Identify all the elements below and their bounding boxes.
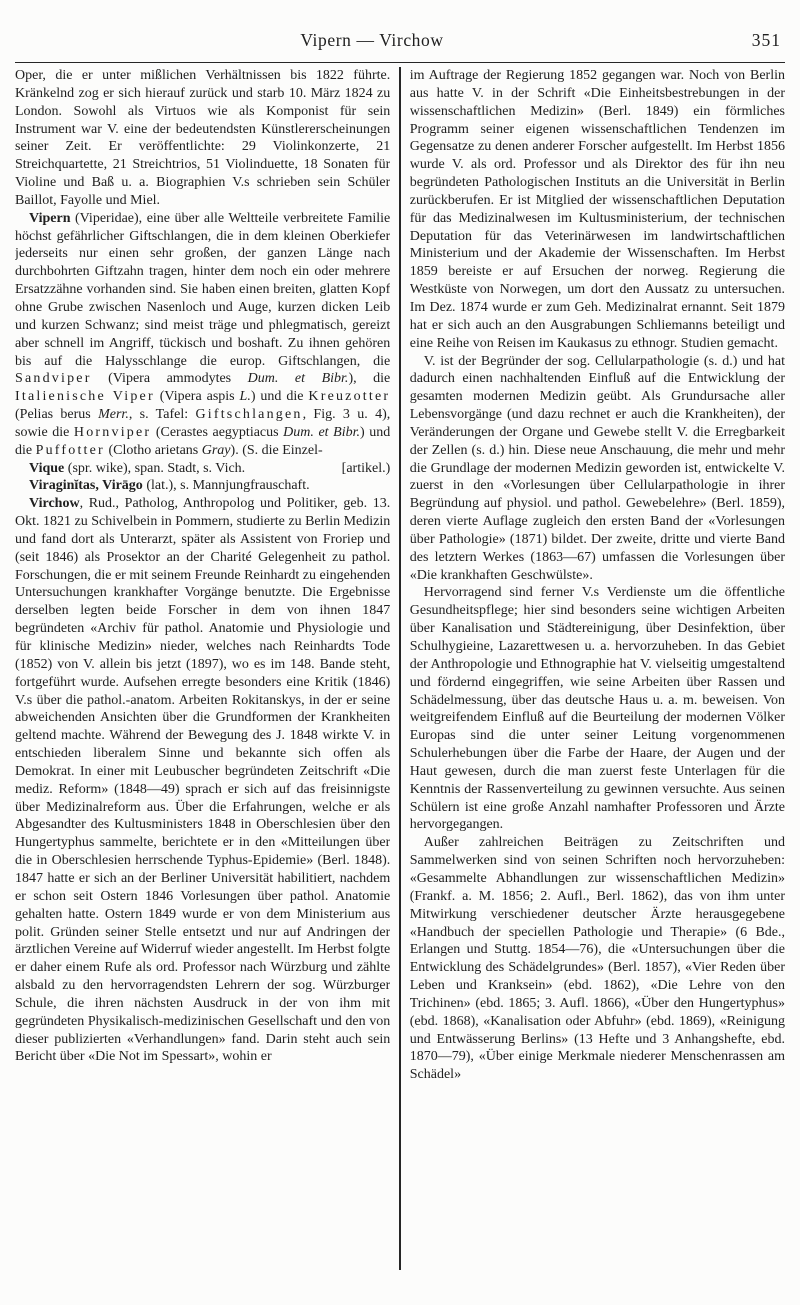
paragraph — [15, 210, 390, 460]
text-segment: (Clotho arietans — [104, 442, 202, 458]
text-segment: Hornviper — [73, 424, 152, 440]
text-segment: Giftschlangen — [195, 407, 303, 423]
text-segment: (Viperidae), eine über alle Weltteile verbreitete Familie höchst gefährlicher Giftschlangen, die in dem kleinen Oberkiefer jederseits nur einen sehr großen, der ganzen Länge nach durchbohrten Giftzahn tragen, hinter dem noch ein oder mehrere Ersatzzähne vorhanden sind. Sie haben einen breiten, glatten Kopf ohne Grube zwischen Nasenloch und Auge, kurzen dicken Leib und kurzen Schwanz; sind meist träge und phlegmatisch, gereizt aber schnell im Angriff, tückisch und boshaft. Zu ihnen gehören bis auf die Halysschlange die europ. Giftschlangen, die — [15, 210, 391, 369]
left-column — [15, 67, 390, 1270]
text-segment: V. ist der Begründer der sog. Cellularpathologie (s. d.) und hat dadurch einen nachhaltenden Einfluß auf die Entwicklung der gesamten modernen Medizin geübt. Als Grundursache aller Lebensvorgänge (und dazu rechnet er auch die Krankheiten), der Veränderungen der Organe und Gewebe stellt V. die Erregbarkeit der Zellen (s. d.) hin. Diese neue Anschauung, die mehr und mehr die Grundlage der modernen Medizin geworden ist, entwickelte V. zuerst in den «Vorlesungen über Cellularpathologie in ihrer Begründung auf physiol. und pathol. Gewebelehre» (Berl. 1859), deren vierte Auflage zugleich den ersten Band der «Vorlesungen über Pathologie» (1871) bildet. Der zweite, dritte und vierte Band des letztern Werkes (1863—67) umfassen die Vorlesungen über «Die krankhaften Geschwülste». — [409, 353, 785, 583]
paragraph — [15, 477, 390, 495]
header-rule — [15, 62, 785, 63]
text-segment: (lat.), s. Mannjungfrauschaft. — [142, 478, 310, 494]
text-segment: ) und die — [15, 424, 391, 458]
entry-headword: Virchow — [29, 496, 80, 512]
text-segment: Hervorragend sind ferner V.s Verdienste um die öffentliche Gesundheitspflege; hier sind besonders seine wichtigen Arbeiten über Kanalisation und Städtereinigung, über Desinfektion, über Schulhygieine, Lazarettwesen u. a. hervorzuheben. In das Gebiet der Anthropologie und Ethnographie hat V. vielseitig umgestaltend und fördernd eingegriffen, wie seine Arbeiten über Rassen und Schädelmessung, über das deutsche Haus u. a. m. beweisen. Von weitgreifendem Einfluß auf die Beurteilung der modernen Völker Europas sind die unter seiner Leitung vorgenommenen Schulerhebungen über die Farbe der Haare, der Augen und der Haut gewesen, durch die man zuerst feste Unterlagen für die Kenntnis der Rassenverteilung zu gewinnen versuchte. Aus seinen Schülern ist eine große Anzahl namhafter Professoren und Ärzte hervorgegangen. — [409, 585, 785, 833]
paragraph — [410, 67, 785, 353]
text-segment: ). (S. die Einzel- — [230, 442, 323, 458]
paragraph — [15, 460, 390, 478]
entry-headword: Viraginĭtas, Virāgo — [29, 478, 143, 494]
text-segment: Sandviper — [15, 371, 92, 387]
entry-headword: Vique — [29, 460, 65, 476]
text-segment: (Vipera ammodytes — [91, 371, 248, 387]
page-number: 351 — [751, 30, 781, 50]
text-segment: (Pelias berus — [15, 407, 99, 423]
text-segment: Puffotter — [35, 442, 105, 458]
text-segment: Dum. et Bibr. — [283, 424, 360, 440]
text-segment: ), die — [348, 371, 391, 387]
text-segment: , Rud., Patholog, Anthropolog und Politiker, geb. 13. Okt. 1821 zu Schivelbein in Pommern, studierte zu Berlin Medizin und fand dort als Unterarzt, später als Assistent von Froriep und (seit 1846) als Prosektor an der Charité Gelegenheit zu pathol. Forschungen, die er mit seinem Freunde Reinhardt zu eingehenden Untersuchungen krankhafter Vorgänge benutzte. Die Ergebnisse derselben legten beide Forscher in dem von ihnen 1847 begründeten «Archiv für pathol. Anatomie und Physiologie und für klinische Medizin» nieder, welches nach Reinhardts Tode (1852) von V. allein bis jetzt (1897), wo es im 148. Bande steht, fortgeführt wurde. Aufsehen erregte besonders eine Kritik (1846) V.s über die pathol.-anatom. Arbeiten Rokitanskys, in der er seine abweichenden Ansichten über die Grundformen der Krankheiten geltend machte. Während der Bewegung des J. 1848 wirkte V. in entschieden liberalem Sinne und bekannte sich offen als Demokrat. In einer mit Leubuscher begründeten Zeitschrift «Die mediz. Reform» (1848—49) sprach er sich auf das freisinnigste über Medizinalreform aus. Über die Erfahrungen, welche er als Abgesandter des Kultusministers 1848 in Oberschlesien über den Hungertyphus sammelte, berichtete er in den «Mitteilungen über die in Oberschlesien herrschende Typhus-Epidemie» (Berl. 1848). 1847 hatte er sich an der Berliner Universität habilitiert, nachdem er schon seit Ostern 1846 Vorlesungen über pathol. Anatomie gehalten hatte. Ostern 1849 wurde er von dem Ministerium aus polit. Gründen seiner Stelle entsetzt und nur auf Andringen der ärztlichen Vereine auf Widerruf wieder angestellt. Im Herbst folgte er daher einem Rufe als ord. Professor nach Würzburg und zählte alsbald zu den hervorragendsten Lehrern der sog. Würzburger Schule, die ihren nächsten Ausdruck in der von ihm mit gegründeten Physikalisch-medizinischen Gesellschaft und den von dieser publizierten «Verhandlungen» fand. Darin steht auch sein Bericht über «Die Not im Spessart», wohin er — [15, 496, 391, 1065]
turnover-catchword: [artikel.) — [341, 460, 391, 476]
paragraph — [410, 584, 785, 834]
text-segment: , s. Tafel: — [128, 407, 196, 423]
paragraph — [410, 353, 785, 585]
column-divider — [399, 67, 401, 1270]
text-segment: L. — [239, 389, 251, 405]
text-segment: (Cerastes aegyptiacus — [151, 424, 284, 440]
page-header — [15, 30, 785, 56]
text-segment: Oper, die er unter mißlichen Verhältnissen bis 1822 führte. Kränkelnd zog er sich hierauf zurück und starb 10. März 1824 zu London. Sowohl als Virtuos wie als Komponist für sein Instrument war V. eine der bedeutendsten Künstlererscheinungen seiner Zeit. Er veröffentlichte: 29 Violinkonzerte, 21 Streichquartette, 21 Streichtrios, 51 Violinduette, 18 Sonaten für Violine und Baß u. a. Biographien V.s schrieben sein Schüler Baillot, Fayolle und Miel. — [15, 68, 391, 208]
text-segment: Merr. — [98, 407, 129, 423]
running-head: Vipern — Virchow — [300, 30, 444, 50]
text-segment: (spr. wike), span. Stadt, s. Vich. — [64, 460, 246, 476]
text-segment: (Vipera aspis — [154, 389, 240, 405]
text-segment: ) und die — [250, 389, 309, 405]
paragraph — [410, 834, 785, 1084]
paragraph — [15, 67, 390, 210]
paragraph — [15, 495, 390, 1066]
text-segment: Außer zahlreichen Beiträgen zu Zeitschriften und Sammelwerken sind von seinen Schriften noch hervorzuheben: «Gesammelte Abhandlungen zur wissenschaftlichen Medizin» (Frankf. a. M. 1856; 2. Aufl., Berl. 1862), das von ihm unter Mitwirkung verschiedener deutscher Ärzte herausgegebene «Handbuch der speciellen Pathologie und Therapie» (6 Bde., Erlangen und Stuttg. 1854—76), die «Untersuchungen über die Entwicklung des Schädelgrundes» (Berl. 1857), «Vier Reden über Leben und Kranksein» (ebd. 1862), «Die Lehre von den Trichinen» (ebd. 1865; 3. Aufl. 1866), «Über den Hungertyphus» (ebd. 1868), «Kanalisation oder Abfuhr» (ebd. 1869), «Reinigung und Entwässerung Berlins» (13 Hefte und 3 Anhangshefte, ebd. 1870—79), «Über einige Merkmale niederer Menschenrassen am Schädel» — [409, 835, 785, 1083]
text-segment: im Auftrage der Regierung 1852 gegangen war. Noch von Berlin aus hatte V. in der Schrift «Die Einheitsbestrebungen in der wissenschaftlichen Medizin» (Berl. 1849) ein förmliches Programm seiner eigenen wissenschaftlichen Tendenzen im Gegensatze zu denen anderer Forscher aufgestellt. Im Herbst 1856 wurde V. als ord. Professor und als Direktor des für ihn neu begründeten Pathologischen Instituts an die Universität in Berlin zurückberufen. Er ist Mitglied der wissenschaftlichen Deputation für das Medizinalwesen im Kultusministerium, der technischen Deputation für das Veterinärwesen im landwirtschaftlichen Ministerium und der Akademie der Wissenschaften. Im Herbst 1859 bereiste er auf Ersuchen der norweg. Regierung die Westküste von Norwegen, um dort den Aussatz zu untersuchen. Im Dez. 1874 wurde er zum Geh. Medizinalrat ernannt. Seit 1879 hat er sich auch an den Ausgrabungen Schliemanns beteiligt und eine Reihe von Reisen im Kaukasus zu ethnogr. Studien gemacht. — [409, 68, 785, 351]
text-columns — [15, 67, 785, 1270]
text-segment: Dum. et Bibr. — [247, 371, 349, 387]
text-segment: , Fig. 3 u. 4), sowie die — [15, 407, 391, 440]
text-segment: Gray — [201, 442, 231, 458]
entry-headword: Vipern — [29, 210, 71, 226]
right-column — [410, 67, 785, 1270]
text-segment: Kreuzotter — [308, 389, 391, 405]
text-segment: Italienische Viper — [15, 389, 155, 405]
